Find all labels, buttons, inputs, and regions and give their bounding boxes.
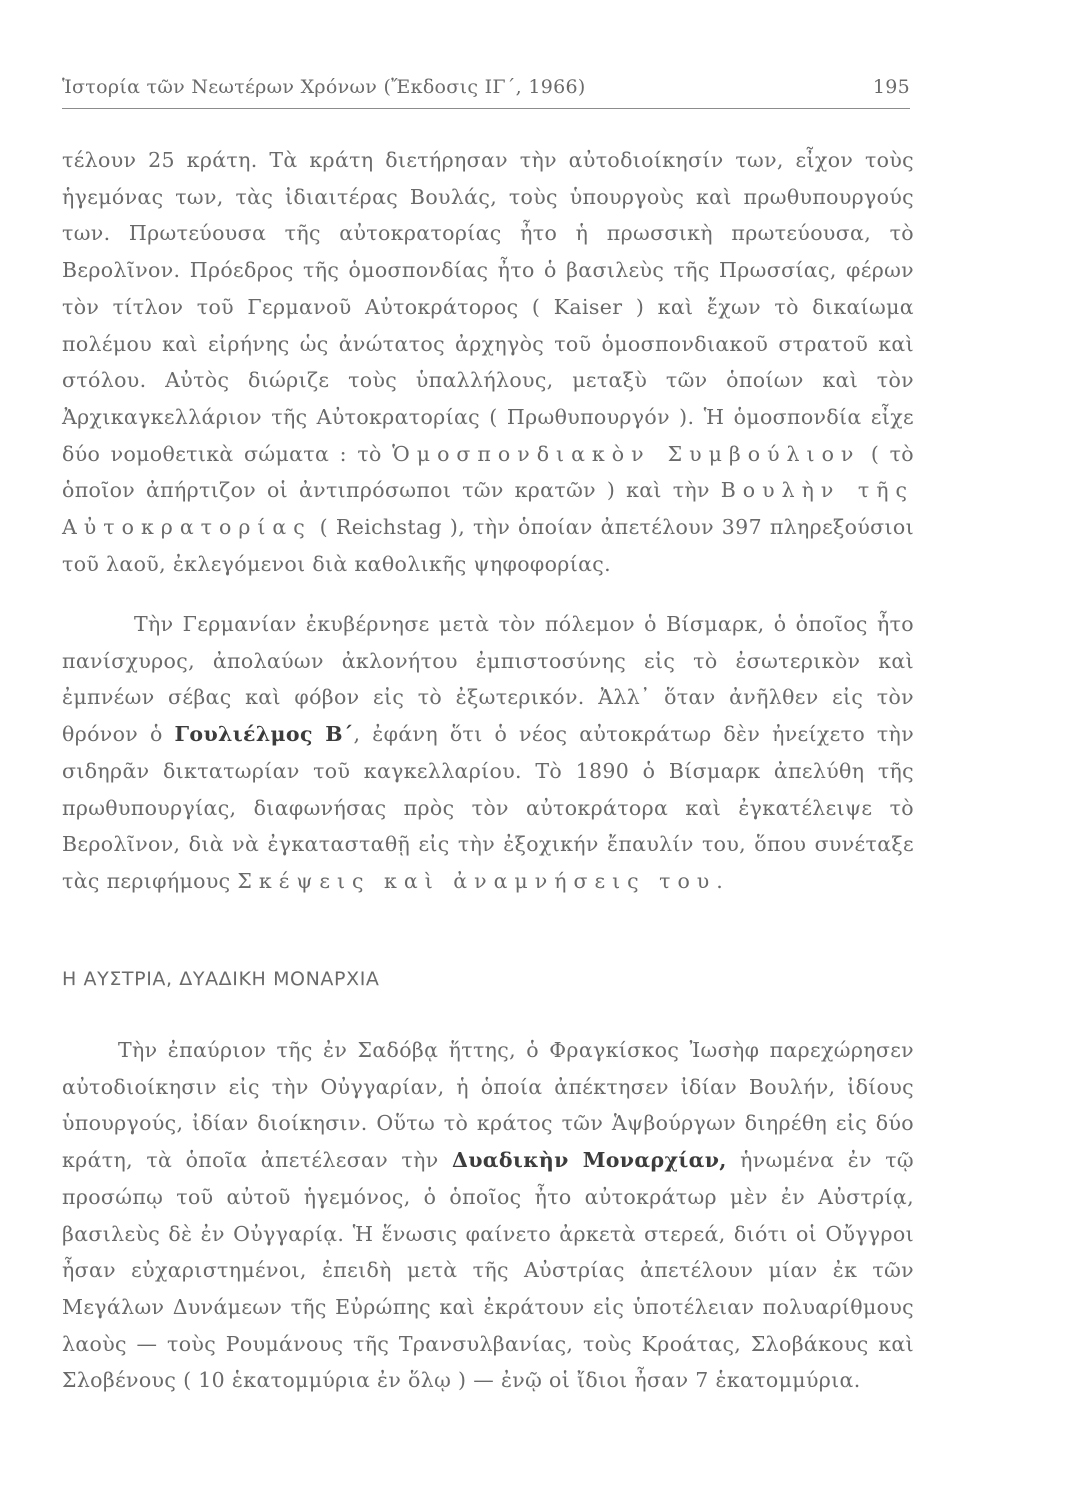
spaced-term-memoirs: Σκέψεις καὶ ἀναμνήσεις του. bbox=[237, 868, 730, 893]
paragraph-text: ( τὸ ὁποῖον ἀπήρτιζον οἱ ἀντιπρόσωποι τῶν κρατῶν ) καὶ τὴν bbox=[62, 441, 914, 503]
bold-term-dual-monarchy: Δυαδικὴν Μοναρχίαν, bbox=[451, 1148, 727, 1173]
spaced-term-reichstag: Βουλὴν τῆς Αὐτοκρατορίας bbox=[62, 478, 914, 540]
book-title: Ἱστορία τῶν Νεωτέρων Χρόνων (Ἔκδοσις ΙΓ΄, 1966) bbox=[62, 76, 586, 98]
paragraph-bismarck bbox=[62, 606, 914, 900]
spaced-term-federal-council: Ὁμοσπονδιακὸν Συμβούλιον bbox=[392, 441, 861, 466]
paragraph-text: ἡνωμένα ἐν τῷ προσώπῳ τοῦ αὐτοῦ ἡγεμόνος, ὁ ὁποῖος ἦτο αὐτοκράτωρ μὲν ἐν Αὐστρίᾳ, βασιλεὺς δὲ ἐν Οὐγγαρίᾳ. Ἡ ἕνωσις φαίνετο ἀρκετὰ στερεά, διότι οἱ Οὔγγροι ἦσαν εὐχαριστημένοι, ἐπειδὴ μετὰ τῆς Αὐστρίας ἀπετέλουν μίαν ἐκ τῶν Μεγάλων Δυνάμεων τῆς Εὐρώπης καὶ ἐκράτουν εἰς ὑποτέλειαν πολυαρίθμους λαοὺς — τοὺς Ρουμάνους τῆς Τρανσυλβανίας, τοὺς Κροάτας, Σλοβάκους καὶ Σλοβένους ( 10 ἑκατομμύρια ἐν ὅλῳ ) — ἐνῷ οἱ ἴδιοι ἦσαν 7 ἑκατομμύρια. bbox=[62, 1148, 914, 1393]
paragraph-text: τέλουν 25 κράτη. Τὰ κράτη διετήρησαν τὴν αὐτοδιοίκησίν των, εἶχον τοὺς ἡγεμόνας των, τὰς ἰδιαιτέρας Βουλάς, τοὺς ὑπουργοὺς καὶ πρωθυπουργούς των. Πρωτεύουσα τῆς αὐτοκρατορίας ἦτο ἡ πρωσσικὴ πρωτεύουσα, τὸ Βερολῖνον. Πρόεδρος τῆς ὁμοσπονδίας ἦτο ὁ βασιλεὺς τῆς Πρωσσίας, φέρων τὸν τίτλον τοῦ Γερμανοῦ Αὐτοκράτορος ( Kaiser ) καὶ ἔχων τὸ δικαίωμα πολέμου καὶ εἰρήνης ὡς ἀνώτατος ἀρχηγὸς τοῦ ὁμοσπονδιακοῦ στρατοῦ καὶ στόλου. Αὐτὸς διώριζε τοὺς ὑπαλλήλους, μεταξὺ τῶν ὁποίων καὶ τὸν Ἀρχικαγκελλάριον τῆς Αὐτοκρατορίας ( Πρωθυπουργόν ). Ἡ ὁμοσπονδία εἶχε δύο νομοθετικὰ σώματα : τὸ bbox=[62, 148, 914, 466]
bold-term-wilhelm: Γουλιέλμος Β΄ bbox=[174, 722, 354, 747]
paragraph-text: Τὴν Γερμανίαν ἐκυβέρνησε μετὰ τὸν πόλεμον ὁ Βίσμαρκ, ὁ ὁποῖος ἦτο πανίσχυρος, ἀπολαύων ἀκλονήτου ἐμπιστοσύνης εἰς τὸ ἐσωτερικὸν καὶ ἐμπνέων σέβας καὶ φόβον εἰς τὸ ἐξωτερικόν. Ἀλλ᾽ ὅταν ἀνῆλθεν εἰς τὸν θρόνον ὁ bbox=[62, 612, 914, 747]
header-rule bbox=[62, 108, 910, 109]
paragraph-text: Τὴν ἐπαύριον τῆς ἐν Σαδόβᾳ ἥττης, ὁ Φραγκίσκος Ἰωσὴφ παρεχώρησεν αὐτοδιοίκησιν εἰς τὴν Οὐγγαρίαν, ἡ ὁποία ἀπέκτησεν ἰδίαν Βουλήν, ἰδίους ὑπουργούς, ἰδίαν διοίκησιν. Οὕτω τὸ κράτος τῶν Ἁψβούργων διηρέθη εἰς δύο κράτη, τὰ ὁποῖα ἀπετέλεσαν τὴν bbox=[62, 1038, 914, 1173]
page-number: 195 bbox=[872, 76, 910, 98]
paragraph-text: ( Reichstag ), τὴν ὁποίαν ἀπετέλουν 397 πληρεξούσιοι τοῦ λαοῦ, ἐκλεγόμενοι διὰ καθολικῆς ψηφοφορίας. bbox=[62, 515, 914, 576]
paragraph-empire-constitution bbox=[62, 142, 914, 582]
paragraph-text: , ἐφάνη ὅτι ὁ νέος αὐτοκράτωρ δὲν ἠνείχετο τὴν σιδηρᾶν δικτατωρίαν τοῦ καγκελλαρίου. Τὸ 1890 ὁ Βίσμαρκ ἀπελύθη τῆς πρωθυπουργίας, διαφωνήσας πρὸς τὸν αὐτοκράτορα καὶ ἐγκατέλειψε τὸ Βερολῖνον, διὰ νὰ ἐγκατασταθῇ εἰς τὴν ἐξοχικήν ἔπαυλίν του, ὅπου συνέταξε τὰς περιφήμους bbox=[62, 722, 915, 893]
running-header bbox=[62, 70, 910, 104]
section-heading: Η ΑΥΣΤΡΙΑ, ΔΥΑΔΙΚΗ ΜΟΝΑΡΧΙΑ bbox=[62, 968, 380, 990]
paragraph-dual-monarchy bbox=[62, 1032, 914, 1399]
